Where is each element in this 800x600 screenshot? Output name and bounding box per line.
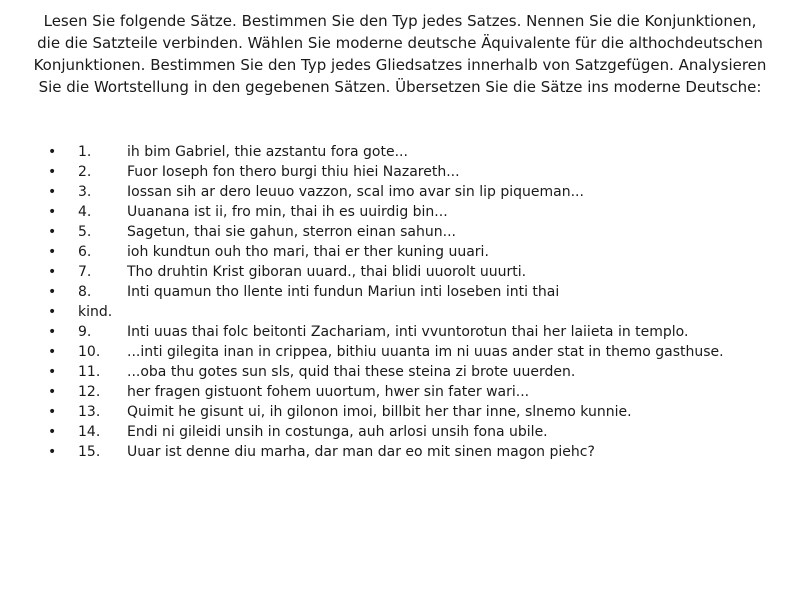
sentence-number: 12. [78,384,101,400]
sentence-number: 8. [78,284,92,300]
list-item [48,142,788,162]
sentence-number: 2. [78,164,92,180]
list-item [48,242,788,262]
sentence-text: Iossan sih ar dero leuuo vazzon, scal imo avar sin lip piqueman... [127,184,584,200]
sentence-text: ioh kundtun ouh tho mari, thai er ther kuning uuari. [127,244,489,260]
list-item [48,222,788,242]
bullet-icon: • [48,444,57,460]
sentence-number: 10. [78,344,101,360]
bullet-icon: • [48,264,57,280]
list-item [48,362,788,382]
bullet-icon: • [48,204,57,220]
list-item [48,322,788,342]
bullet-icon: • [48,164,57,180]
sentence-number: 7. [78,264,92,280]
list-item [48,402,788,422]
bullet-icon: • [48,384,57,400]
bullet-icon: • [48,224,57,240]
bullet-icon: • [48,184,57,200]
list-item [48,282,788,302]
list-item [48,342,788,362]
sentence-number: 14. [78,424,101,440]
sentence-text: Inti uuas thai folc beitonti Zachariam, inti vvuntorotun thai her laiieta in templo. [127,324,689,340]
list-item [48,202,788,222]
list-item [48,422,788,442]
sentence-text: Quimit he gisunt ui, ih gilonon imoi, billbit her thar inne, slnemo kunnie. [127,404,632,420]
bullet-icon: • [48,284,57,300]
sentence-text: Inti quamun tho llente inti fundun Mariun inti loseben inti thai [127,284,560,300]
list-item [48,302,788,322]
bullet-icon: • [48,324,57,340]
sentence-list [48,142,788,462]
sentence-text: Uuar ist denne diu marha, dar man dar eo mit sinen magon piehc? [127,444,595,460]
sentence-text: her fragen gistuont fohem uuortum, hwer sin fater wari... [127,384,530,400]
list-item [48,162,788,182]
sentence-text: Fuor Ioseph fon thero burgi thiu hiei Nazareth... [127,164,460,180]
sentence-number: 4. [78,204,92,220]
sentence-text: Sagetun, thai sie gahun, sterron einan sahun... [127,224,456,240]
sentence-number: 9. [78,324,92,340]
task-instructions: Lesen Sie folgende Sätze. Bestimmen Sie den Typ jedes Satzes. Nennen Sie die Konjunktionen, die die Satzteile verbinden. Wählen Sie moderne deutsche Äquivalente für die althochdeutschen Konjunktionen. Bestimmen Sie den Typ jedes Gliedsatzes innerhalb von Satzgefügen. Analysieren Sie die Wortstellung in den gegebenen Sätzen. Übersetzen Sie die Sätze ins moderne Deutsche: [33,12,767,96]
list-item [48,262,788,282]
sentence-text: kind. [78,304,113,320]
list-item [48,382,788,402]
list-item [48,182,788,202]
sentence-text: ...oba thu gotes sun sls, quid thai these steina zi brote uuerden. [127,364,576,380]
sentence-number: 1. [78,144,92,160]
bullet-icon: • [48,344,57,360]
bullet-icon: • [48,304,57,320]
sentence-number: 15. [78,444,101,460]
bullet-icon: • [48,244,57,260]
bullet-icon: • [48,144,57,160]
sentence-text: Tho druhtin Krist giboran uuard., thai blidi uuorolt uuurti. [127,264,527,280]
bullet-icon: • [48,424,57,440]
bullet-icon: • [48,404,57,420]
sentence-number: 11. [78,364,101,380]
sentence-number: 13. [78,404,101,420]
sentence-text: Endi ni gileidi unsih in costunga, auh arlosi unsih fona ubile. [127,424,548,440]
sentence-number: 5. [78,224,92,240]
bullet-icon: • [48,364,57,380]
sentence-text: Uuanana ist ii, fro min, thai ih es uuirdig bin... [127,204,448,220]
sentence-number: 6. [78,244,92,260]
sentence-text: ...inti gilegita inan in crippea, bithiu uuanta im ni uuas ander stat in themo gasthuse. [127,344,724,360]
sentence-text: ih bim Gabriel, thie azstantu fora gote... [127,144,408,160]
sentence-number: 3. [78,184,92,200]
list-item [48,442,788,462]
